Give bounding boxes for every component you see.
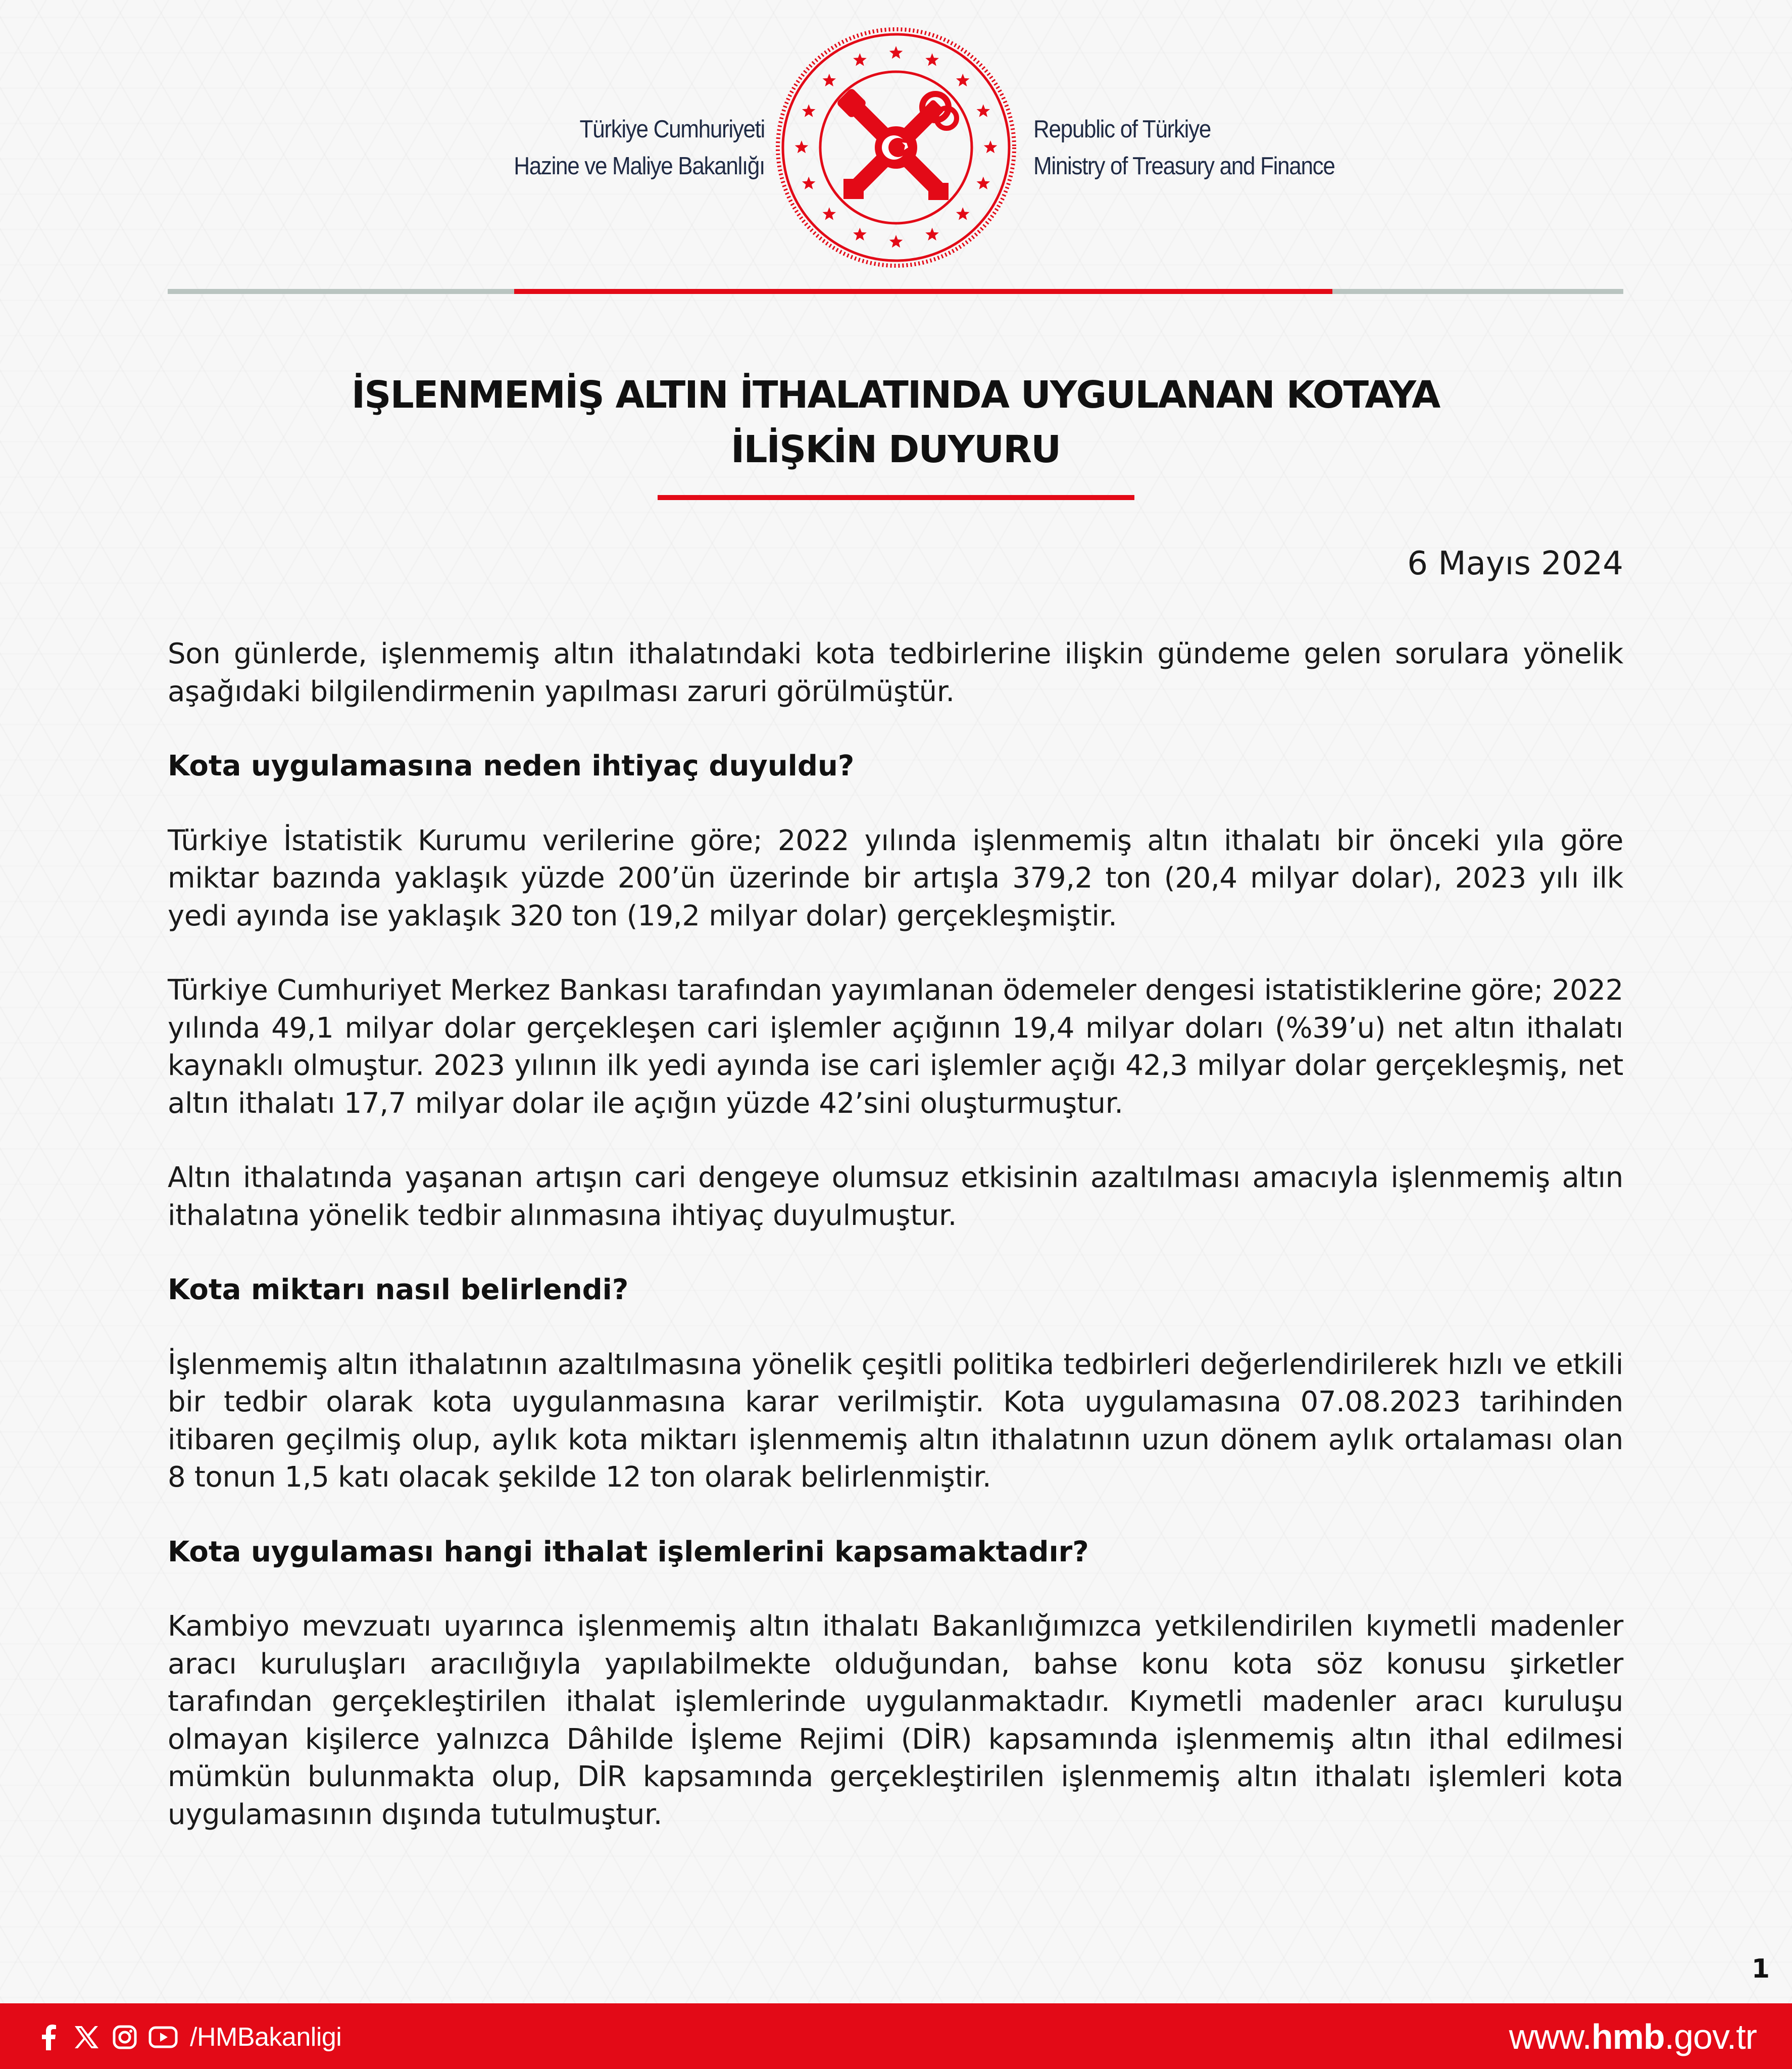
social-links [33, 2022, 341, 2053]
announcement-date: 6 Mayıs 2024 [1407, 545, 1623, 582]
youtube-icon[interactable] [148, 2023, 178, 2052]
title-line2: İLİŞKİN DUYURU [730, 428, 1061, 471]
question-heading-3: Kota uygulaması hangi ithalat işlemlerini kapsamaktadır? [168, 1535, 1089, 1568]
seal-star-icon [823, 207, 836, 220]
intro-paragraph: Son günlerde, işlenmemiş altın ithalatındaki kota tedbirlerine ilişkin gündeme gelen sorulara yönelik aşağıdaki bilgilendirmenin yapılması zaruri görülmüştür. [168, 637, 1623, 708]
seal-star-icon [984, 140, 998, 153]
header-divider [168, 289, 1623, 294]
paragraph-3: Altın ithalatında yaşanan artışın cari dengeye olumsuz etkisinin azaltılması amacıyla işlenmemiş altın ithalatına yönelik tedbir alınmasına ihtiyaç duyulmuştur. [168, 1161, 1623, 1232]
seal-star-icon [925, 53, 939, 66]
page-number: 1 [1751, 1954, 1770, 1984]
social-handle[interactable]: /HMBakanligi [190, 2023, 342, 2052]
site-domain: hmb [1591, 2017, 1665, 2056]
seal-star-icon [853, 228, 867, 240]
ministry-name-turkish [514, 111, 765, 185]
paragraph-4: İşlenmemiş altın ithalatının azaltılmasına yönelik çeşitli politika tedbirleri değerlendirilerek hızlı ve etkili bir tedbir olarak kota uygulanmasına karar verilmiştir. Kota uygulamasına 07.08.2023 tarihinden itibaren geçilmiş olup, aylık kota miktarı işlenmemiş altın ithalatının uzun dönem aylık ortalaması olan 8 tonun 1,5 katı olacak şekilde 12 ton olarak belirlenmiştir. [168, 1348, 1623, 1494]
x-icon[interactable] [72, 2023, 101, 2052]
paragraph-2: Türkiye Cumhuriyet Merkez Bankası tarafından yayımlanan ödemeler dengesi istatistiklerine göre; 2022 yılında 49,1 milyar dolar gerçekleşen cari işlemler açığının 19,4 milyar doları (%39’u) net altın ithalatı kaynaklı olmuştur. 2023 yılının ilk yedi ayında ise cari işlemler açığı 42,3 milyar dolar gerçekleşmiş, net altın ithalatı 17,7 milyar dolar ile açığın yüzde 42’sini oluşturmuştur. [168, 974, 1623, 1120]
page-title [168, 368, 1623, 477]
seal-star-icon [802, 177, 816, 189]
header-left-line1: Türkiye Cumhuriyeti [579, 116, 765, 143]
seal-star-icon [925, 228, 939, 240]
header-right-line1: Republic of Türkiye [1033, 116, 1211, 143]
ministry-name-english [1033, 111, 1335, 185]
announcement-body [168, 635, 1623, 1834]
footer-bar [0, 2003, 1792, 2069]
header-left-line2: Hazine ve Maliye Bakanlığı [514, 153, 765, 180]
seal-star-icon [823, 74, 836, 86]
facebook-icon[interactable] [33, 2023, 63, 2052]
seal-star-icon [977, 104, 990, 117]
seal-star-icon [802, 104, 816, 117]
title-underline [658, 495, 1134, 500]
question-heading-2: Kota miktarı nasıl belirlendi? [168, 1273, 629, 1306]
site-prefix: www. [1509, 2017, 1591, 2056]
seal-star-icon [889, 235, 903, 248]
site-suffix: .gov.tr [1664, 2017, 1757, 2056]
title-line1: İŞLENMEMİŞ ALTIN İTHALATINDA UYGULANAN KOTAYA [351, 373, 1440, 417]
question-heading-1: Kota uygulamasına neden ihtiyaç duyuldu? [168, 750, 855, 782]
paragraph-1: Türkiye İstatistik Kurumu verilerine göre; 2022 yılında işlenmemiş altın ithalatı bir önceki yıla göre miktar bazında yaklaşık yüzde 200’ün üzerinde bir artışla 379,2 ton (20,4 milyar dolar), 2023 yılı ilk yedi ayında ise yaklaşık 320 ton (19,2 milyar dolar) gerçekleşmiştir. [168, 824, 1623, 932]
seal-star-icon [977, 177, 990, 189]
paragraph-5: Kambiyo mevzuatı uyarınca işlenmemiş altın ithalatı Bakanlığımızca yetkilendirilen kıymetli madenler aracı kuruluşları aracılığıyla yapılabilmekte olduğundan, bahse konu kota söz konusu şirketler tarafından gerçekleştirilen ithalat işlemlerinde uygulanmaktadır. Kıymetli madenler aracı kuruluşu olmayan kişilerce yalnızca Dâhilde İşleme Rejimi (DİR) kapsamında işlenmemiş altın ithal edilmesi mümkün bulunmakta olup, DİR kapsamında gerçekleştirilen işlenmemiş altın ithalatı işlemleri kota uygulamasının dışında tutulmuştur. [168, 1610, 1623, 1831]
seal-star-icon [795, 140, 809, 153]
website-link[interactable] [1509, 2016, 1757, 2057]
ministry-seal-icon [773, 24, 1019, 271]
seal-star-icon [956, 207, 970, 220]
seal-star-icon [853, 53, 867, 66]
seal-star-icon [889, 46, 903, 59]
seal-star-icon [956, 74, 970, 86]
instagram-icon[interactable] [110, 2023, 139, 2052]
header-right-line2: Ministry of Treasury and Finance [1033, 153, 1335, 180]
